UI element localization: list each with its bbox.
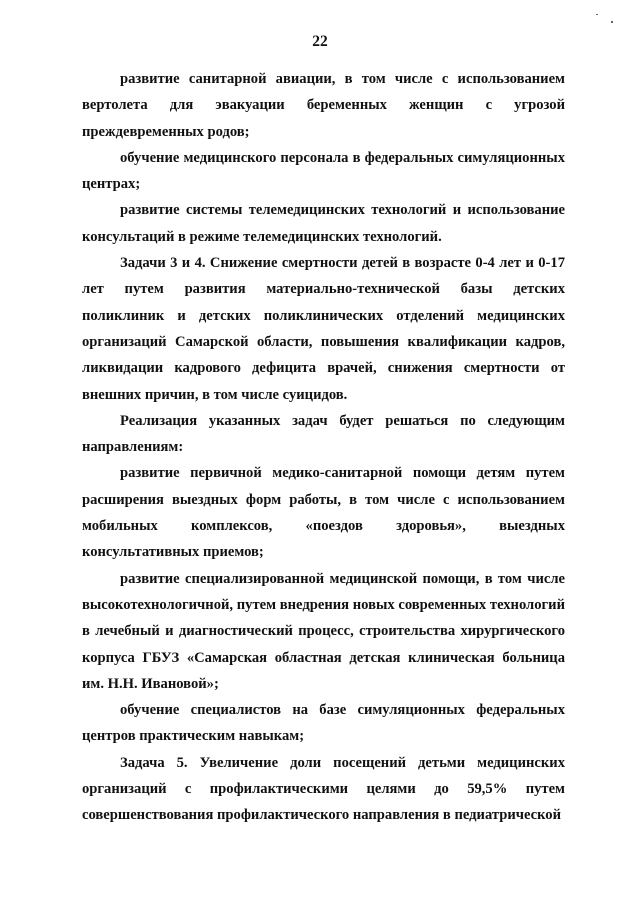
- page-number: 22: [312, 33, 328, 50]
- paragraph: Задачи 3 и 4. Снижение смертности детей в возрасте 0-4 лет и 0-17 лет путем развития материально-технической базы детских поликлиник и детских поликлинических отделений медицинских организаций Самарской области, повышения квалификации кадров, ликвидации кадрового дефицита врачей, снижения смертности от внешних причин, в том числе суицидов.: [82, 255, 565, 403]
- paragraph: обучение специалистов на базе симуляционных федеральных центров практическим навыкам;: [82, 702, 565, 745]
- paragraph: развитие санитарной авиации, в том числе с использованием вертолета для эвакуации беременных женщин с угрозой преждевременных родов;: [82, 71, 565, 140]
- paragraph: развитие системы телемедицинских технологий и использование консультаций в режиме телемедицинских технологий.: [82, 202, 565, 245]
- paragraph: развитие первичной медико-санитарной помощи детям путем расширения выездных форм работы, в том числе с использованием мобильных комплексов, «поездов здоровья», выездных консультативных приемов;: [82, 465, 565, 561]
- scan-speck: [596, 14, 598, 15]
- paragraph: обучение медицинского персонала в федеральных симуляционных центрах;: [82, 149, 565, 193]
- paragraph: Задача 5. Увеличение доли посещений детьми медицинских организаций с профилактическими целями до 59,5% путем совершенствования профилактического направления в педиатрической: [82, 754, 565, 824]
- paragraph: развитие специализированной медицинской помощи, в том числе высокотехнологичной, путем внедрения новых современных технологий в лечебный и диагностический процесс, строительства хирургического корпуса ГБУЗ «Самарская областная детская клиническая больница им. Н.Н. Ивановой»;: [82, 570, 565, 692]
- document-body: [82, 66, 565, 829]
- paragraph: Реализация указанных задач будет решаться по следующим направлениям:: [82, 412, 565, 456]
- scan-speck: [611, 21, 613, 23]
